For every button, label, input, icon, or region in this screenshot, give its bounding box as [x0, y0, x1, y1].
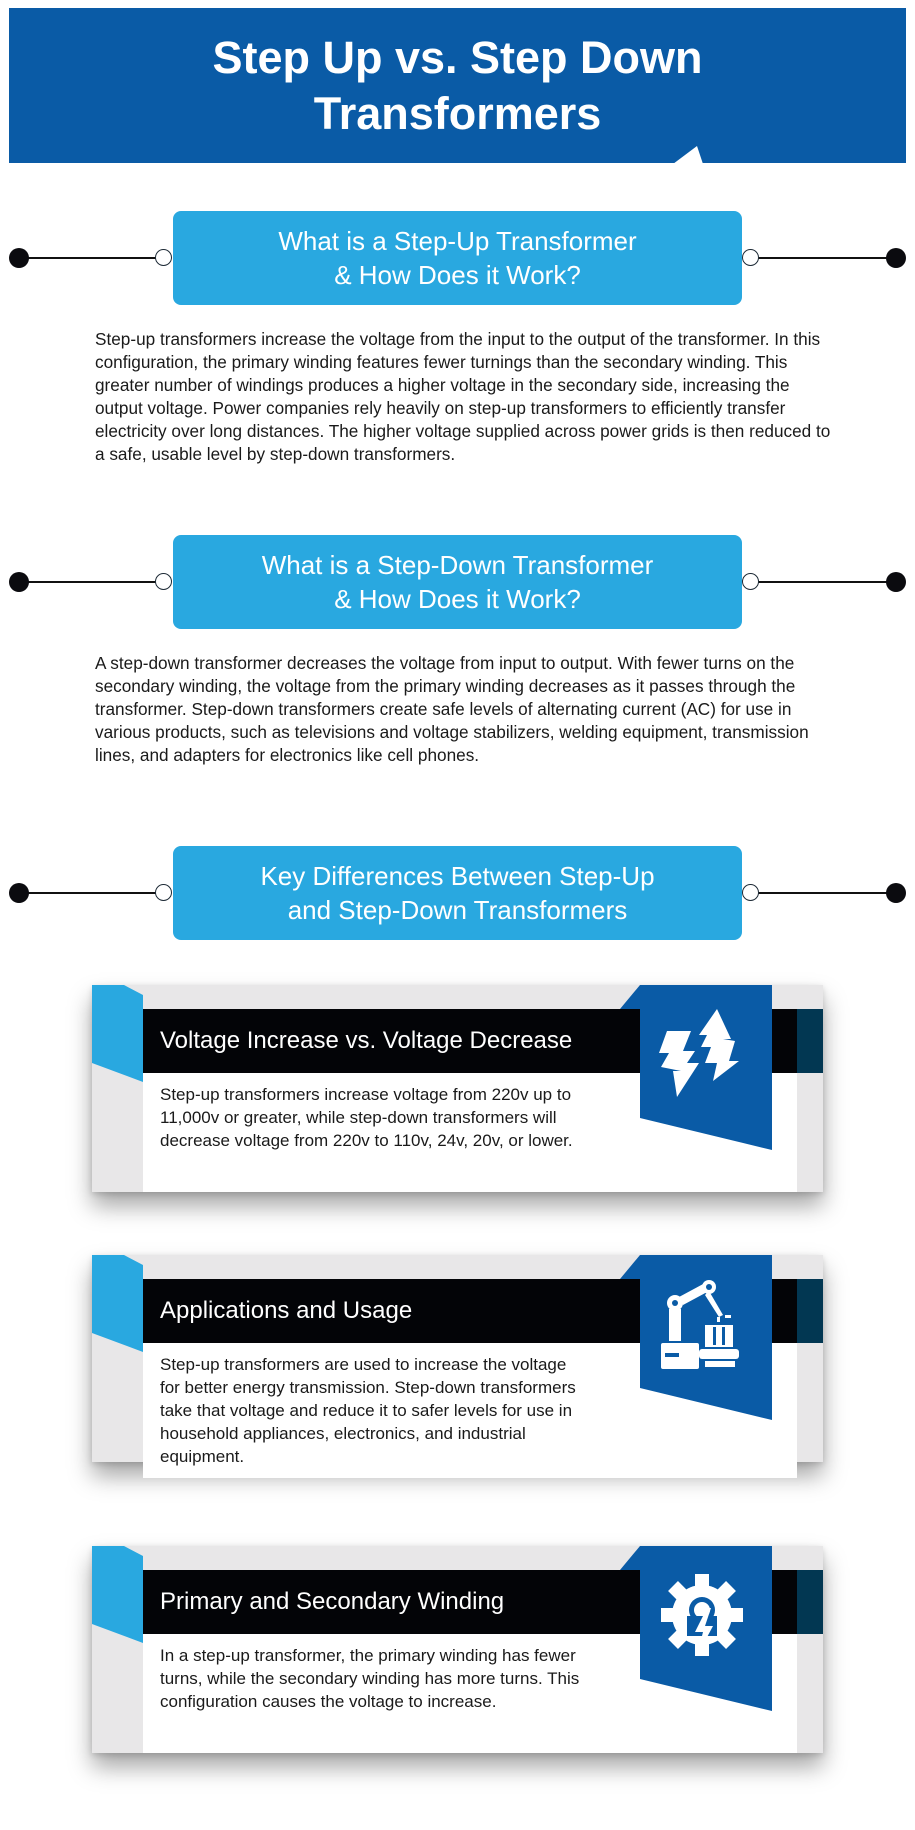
connector-line-left	[19, 892, 165, 894]
connector-ring-left	[155, 884, 172, 901]
card-corner-accent	[92, 985, 143, 1192]
connector-ring-right	[742, 573, 759, 590]
section-heading-box	[173, 535, 742, 629]
page-title	[212, 30, 702, 142]
page-title-line-1: Step Up vs. Step Down	[212, 31, 703, 83]
card-text: Step-up transformers are used to increase the voltage for better energy transmission. Step-down transformers take that voltage and reduce it to safer levels for use in household appliances, electronics, and industrial equipment.	[160, 1355, 576, 1466]
connector-dot-left	[9, 572, 29, 592]
connector-ring-left	[155, 249, 172, 266]
connector-dot-right	[886, 883, 906, 903]
card-title: Voltage Increase vs. Voltage Decrease	[160, 1027, 573, 1054]
heading-line-2: and Step-Down Transformers	[287, 895, 628, 925]
connector-line-left	[19, 257, 165, 259]
connector-ring-right	[742, 884, 759, 901]
connector-dot-right	[886, 572, 906, 592]
section-heading-title	[260, 859, 654, 927]
connector-line-right	[750, 257, 896, 259]
voltage-up-down-arrows-icon	[647, 999, 757, 1109]
card-header-tail	[797, 1570, 823, 1634]
heading-line-1: What is a Step-Up Transformer	[278, 226, 637, 256]
section-heading-box	[173, 846, 742, 940]
section-heading-step-up	[0, 211, 915, 305]
connector-line-right	[750, 892, 896, 894]
card-text: Step-up transformers increase voltage from 220v up to 11,000v or greater, while step-down transformers will decrease voltage from 220v to 110v, 24v, 20v, or lower.	[160, 1085, 573, 1150]
difference-card-applications	[92, 1255, 823, 1466]
connector-dot-left	[9, 883, 29, 903]
title-banner	[9, 8, 906, 163]
step-up-description: Step-up transformers increase the voltage from the input to the output of the transformer. In this configuration, the primary winding features fewer turnings than the secondary winding. This greater number of windings produces a higher voltage in the secondary side, increasing the output voltage. Power companies rely heavily on step-up transformers to efficiently transfer electricity over long distances. The higher voltage supplied across power grids is then reduced to a safe, usable level by step-down transformers.	[95, 329, 831, 464]
section-heading-title	[262, 548, 654, 616]
connector-dot-right	[886, 248, 906, 268]
connector-ring-right	[742, 249, 759, 266]
section-heading-key-differences	[0, 846, 915, 940]
card-corner-accent	[92, 1255, 143, 1462]
connector-dot-left	[9, 248, 29, 268]
heading-line-1: What is a Step-Down Transformer	[261, 550, 654, 580]
card-header-tail	[797, 1279, 823, 1343]
heading-line-2: & How Does it Work?	[334, 584, 581, 614]
heading-line-2: & How Does it Work?	[334, 260, 581, 290]
card-title: Applications and Usage	[160, 1297, 413, 1324]
page-title-line-2: Transformers	[313, 87, 602, 139]
card-header-tail	[797, 1009, 823, 1073]
card-text: In a step-up transformer, the primary winding has fewer turns, while the secondary winding has more turns. This configuration causes the voltage to increase.	[160, 1646, 580, 1711]
difference-card-voltage	[92, 985, 823, 1192]
section-heading-title	[278, 224, 636, 292]
step-down-description: A step-down transformer decreases the voltage from input to output. With fewer turns on the secondary winding, the voltage from the primary winding decreases as it passes through the transformer. Step-down transformers create safe levels of alternating current (AC) for use in various products, such as televisions and voltage stabilizers, welding equipment, transmission lines, and adapters for electronics like cell phones.	[95, 653, 809, 765]
heading-line-1: Key Differences Between Step-Up	[260, 861, 655, 891]
section-heading-step-down	[0, 535, 915, 629]
card-corner-accent	[92, 1546, 143, 1753]
connector-line-right	[750, 581, 896, 583]
card-title: Primary and Secondary Winding	[160, 1588, 505, 1615]
difference-card-winding	[92, 1546, 823, 1753]
connector-line-left	[19, 581, 165, 583]
robotic-arm-icon	[647, 1269, 757, 1379]
gear-lightning-icon	[647, 1560, 757, 1670]
connector-ring-left	[155, 573, 172, 590]
section-heading-box	[173, 211, 742, 305]
